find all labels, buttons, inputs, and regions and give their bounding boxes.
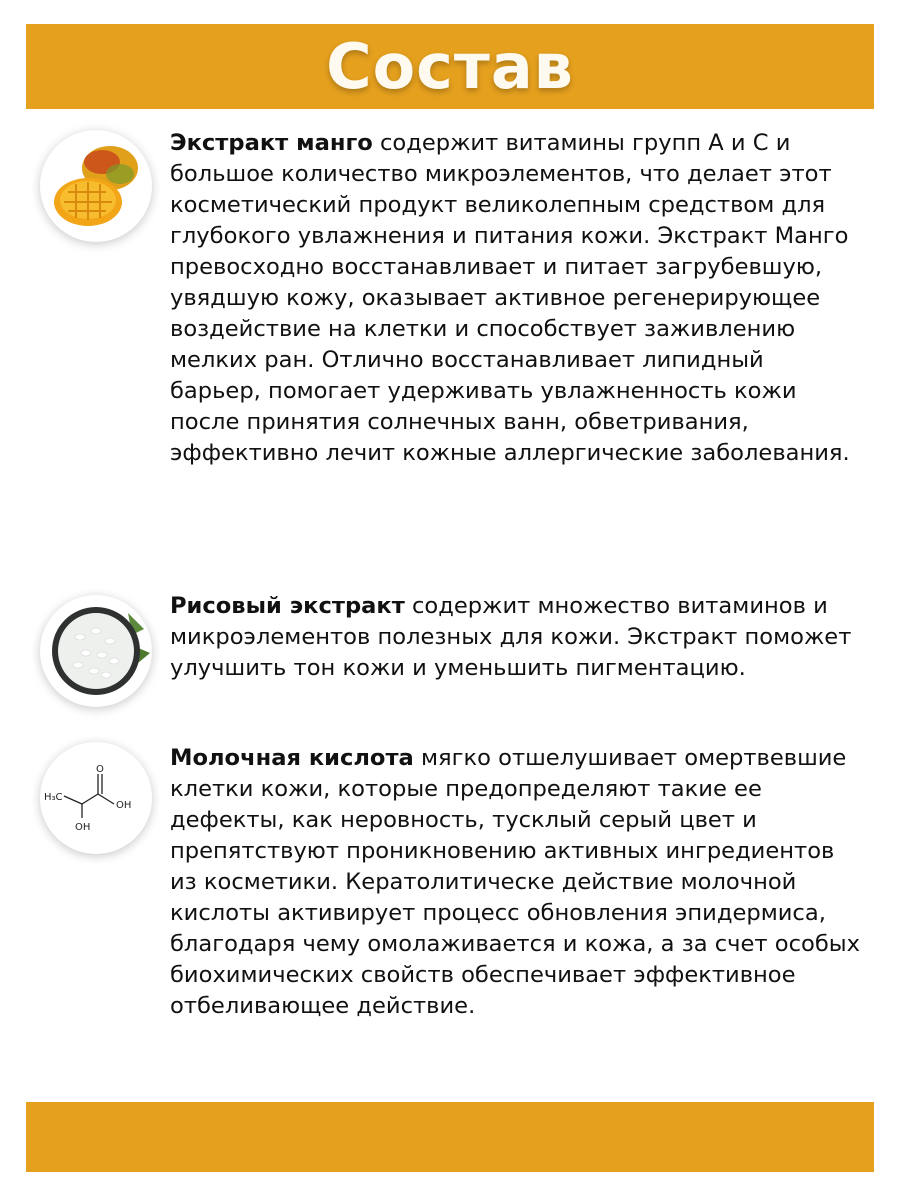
footer-banner [26, 1102, 874, 1172]
formula-h3c: H₃C [44, 792, 63, 803]
ingredient-text: содержит множество витаминов и микроэлементов полезных для кожи. Экстракт поможет улучшить тон кожи и уменьшить пигментацию. [170, 593, 852, 681]
mango-icon [40, 130, 152, 242]
ingredient-name: Молочная кислота [170, 745, 414, 771]
ingredient-description [170, 591, 860, 684]
formula-o: O [96, 764, 104, 775]
ingredient-description [170, 743, 860, 1022]
lactic-acid-formula-icon [40, 742, 152, 854]
rice-bowl-icon [40, 595, 152, 707]
ingredient-description [170, 128, 860, 469]
formula-oh-2: OH [75, 822, 91, 833]
ingredient-text: мягко отшелушивает омертвевшие клетки кожи, которые предопределяют такие ее дефекты, как неровность, тусклый серый цвет и препятствуют проникновению активных ингредиентов из косметики. Кератолитическе действие молочной кислоты активирует процесс обновления эпидермиса, благодаря чему омолаживается и кожа, а за счет особых биохимических свойств обеспечивает эффективное отбеливающее действие. [170, 745, 860, 1019]
page-title: Состав [326, 30, 574, 103]
ingredient-name: Экстракт манго [170, 130, 373, 156]
formula-oh: OH [116, 800, 132, 811]
header-banner [26, 24, 874, 109]
ingredient-name: Рисовый экстракт [170, 593, 405, 619]
ingredient-text: содержит витамины групп А и С и большое количество микроэлементов, что делает этот косметический продукт великолепным средством для глубокого увлажнения и питания кожи. Экстракт Манго превосходно восстанавливает и питает загрубевшую, увядшую кожу, оказывает активное регенерирующее воздействие на клетки и способствует заживлению мелких ран. Отлично восстанавливает липидный барьер, помогает удерживать увлажненность кожи после принятия солнечных ванн, обветривания, эффективно лечит кожные аллергические заболевания. [170, 130, 850, 466]
